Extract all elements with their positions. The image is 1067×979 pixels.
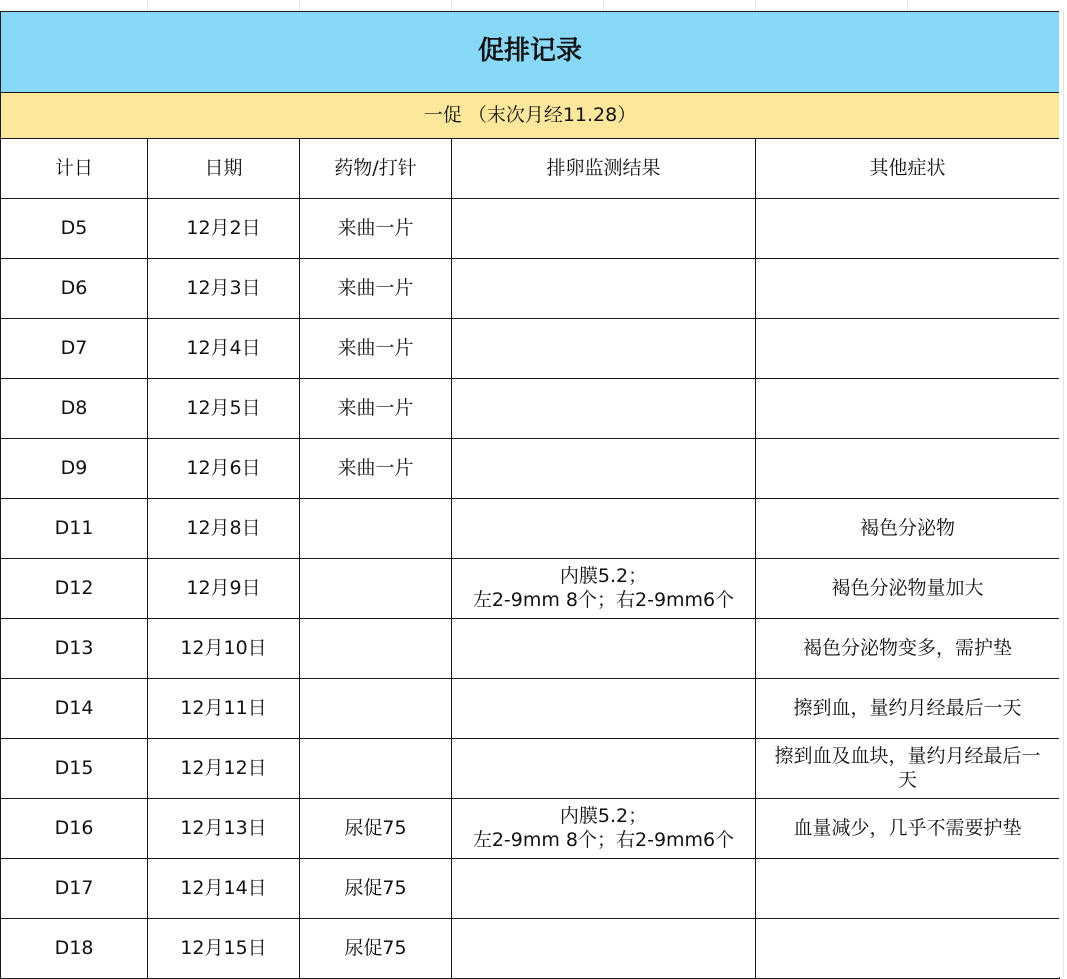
cell-day[interactable]: D5 <box>1 199 148 259</box>
cell-medicine[interactable] <box>300 679 452 739</box>
cell-medicine[interactable]: 尿促75 <box>300 859 452 919</box>
cell-symptom[interactable] <box>756 319 1060 379</box>
table-row <box>1 439 1060 499</box>
table-row <box>1 499 1060 559</box>
cell-date[interactable]: 12月6日 <box>148 439 300 499</box>
table-row <box>1 799 1060 859</box>
table-row <box>1 679 1060 739</box>
cell-medicine[interactable] <box>300 739 452 799</box>
gridline <box>1063 11 1064 977</box>
cell-monitor[interactable] <box>452 259 756 319</box>
cell-monitor[interactable] <box>452 859 756 919</box>
table-row <box>1 919 1060 979</box>
header-cell-date[interactable]: 日期 <box>148 139 300 199</box>
cell-day[interactable]: D9 <box>1 439 148 499</box>
gridline <box>147 0 148 11</box>
cell-day[interactable]: D13 <box>1 619 148 679</box>
cell-day[interactable]: D12 <box>1 559 148 619</box>
cell-monitor[interactable] <box>452 799 756 859</box>
cell-medicine[interactable]: 来曲一片 <box>300 439 452 499</box>
cell-day[interactable]: D11 <box>1 499 148 559</box>
cell-date[interactable]: 12月9日 <box>148 559 300 619</box>
cell-monitor[interactable] <box>452 559 756 619</box>
cell-medicine[interactable] <box>300 559 452 619</box>
cell-date[interactable]: 12月8日 <box>148 499 300 559</box>
cell-line: 内膜5.2； <box>559 564 648 587</box>
cell-line: 左2-9mm 8个；右2-9mm6个 <box>472 828 735 851</box>
header-cell-day[interactable]: 计日 <box>1 139 148 199</box>
cell-medicine[interactable]: 来曲一片 <box>300 319 452 379</box>
cell-day[interactable]: D6 <box>1 259 148 319</box>
header-cell-monitor[interactable]: 排卵监测结果 <box>452 139 756 199</box>
cell-monitor[interactable] <box>452 499 756 559</box>
cell-symptom[interactable]: 血量减少，几乎不需要护垫 <box>756 799 1060 859</box>
cell-day[interactable]: D16 <box>1 799 148 859</box>
cell-medicine[interactable]: 尿促75 <box>300 799 452 859</box>
cell-monitor[interactable] <box>452 739 756 799</box>
cell-symptom[interactable] <box>756 919 1060 979</box>
cell-day[interactable]: D18 <box>1 919 148 979</box>
cell-monitor[interactable] <box>452 679 756 739</box>
cell-monitor[interactable] <box>452 919 756 979</box>
cell-monitor[interactable] <box>452 439 756 499</box>
header-cell-symptom[interactable]: 其他症状 <box>756 139 1060 199</box>
table-row <box>1 199 1060 259</box>
table-row <box>1 859 1060 919</box>
cell-date[interactable]: 12月11日 <box>148 679 300 739</box>
cell-date[interactable]: 12月14日 <box>148 859 300 919</box>
cell-line: 内膜5.2； <box>559 804 648 827</box>
cell-date[interactable]: 12月2日 <box>148 199 300 259</box>
sheet-right-edge <box>1059 11 1067 977</box>
table-row <box>1 319 1060 379</box>
cell-day[interactable]: D8 <box>1 379 148 439</box>
cell-date[interactable]: 12月5日 <box>148 379 300 439</box>
cell-medicine[interactable]: 尿促75 <box>300 919 452 979</box>
cell-monitor[interactable] <box>452 619 756 679</box>
gridline <box>451 0 452 11</box>
sheet-title-cell[interactable]: 促排记录 <box>1 12 1060 93</box>
cell-line: 天 <box>898 768 918 791</box>
cell-monitor[interactable] <box>452 319 756 379</box>
cell-medicine[interactable]: 来曲一片 <box>300 199 452 259</box>
cell-symptom[interactable] <box>756 199 1060 259</box>
cell-medicine[interactable]: 来曲一片 <box>300 379 452 439</box>
cell-day[interactable]: D15 <box>1 739 148 799</box>
cell-date[interactable]: 12月13日 <box>148 799 300 859</box>
gridline <box>907 0 908 11</box>
table-row <box>1 379 1060 439</box>
cell-symptom[interactable] <box>756 439 1060 499</box>
cell-symptom[interactable] <box>756 259 1060 319</box>
gridline <box>299 0 300 11</box>
cycle-label-cell[interactable]: 一促 （末次月经11.28） <box>1 93 1060 139</box>
cycle-row <box>1 93 1060 139</box>
sheet-top-gridlines <box>0 0 1067 11</box>
cell-date[interactable]: 12月12日 <box>148 739 300 799</box>
cell-date[interactable]: 12月4日 <box>148 319 300 379</box>
cell-medicine[interactable]: 来曲一片 <box>300 259 452 319</box>
cell-symptom[interactable]: 褐色分泌物量加大 <box>756 559 1060 619</box>
cell-day[interactable]: D17 <box>1 859 148 919</box>
cell-symptom[interactable]: 褐色分泌物 <box>756 499 1060 559</box>
table-row <box>1 259 1060 319</box>
cell-day[interactable]: D7 <box>1 319 148 379</box>
title-row <box>1 12 1060 93</box>
cell-medicine[interactable] <box>300 619 452 679</box>
spreadsheet-table <box>0 11 1060 979</box>
cell-medicine[interactable] <box>300 499 452 559</box>
cell-date[interactable]: 12月15日 <box>148 919 300 979</box>
cell-date[interactable]: 12月3日 <box>148 259 300 319</box>
cell-symptom[interactable]: 擦到血，量约月经最后一天 <box>756 679 1060 739</box>
header-row <box>1 139 1060 199</box>
cell-day[interactable]: D14 <box>1 679 148 739</box>
cell-symptom[interactable] <box>756 379 1060 439</box>
gridline <box>603 0 604 11</box>
cell-symptom[interactable]: 褐色分泌物变多，需护垫 <box>756 619 1060 679</box>
cell-monitor[interactable] <box>452 199 756 259</box>
cell-symptom[interactable] <box>756 859 1060 919</box>
header-cell-medicine[interactable]: 药物/打针 <box>300 139 452 199</box>
gridline <box>755 0 756 11</box>
cell-line: 左2-9mm 8个；右2-9mm6个 <box>472 588 735 611</box>
cell-date[interactable]: 12月10日 <box>148 619 300 679</box>
table-row <box>1 739 1060 799</box>
cell-monitor[interactable] <box>452 379 756 439</box>
table-row <box>1 559 1060 619</box>
table-row <box>1 619 1060 679</box>
cell-line: 擦到血及血块，量约月经最后一 <box>774 744 1041 767</box>
cell-symptom[interactable] <box>756 739 1060 799</box>
